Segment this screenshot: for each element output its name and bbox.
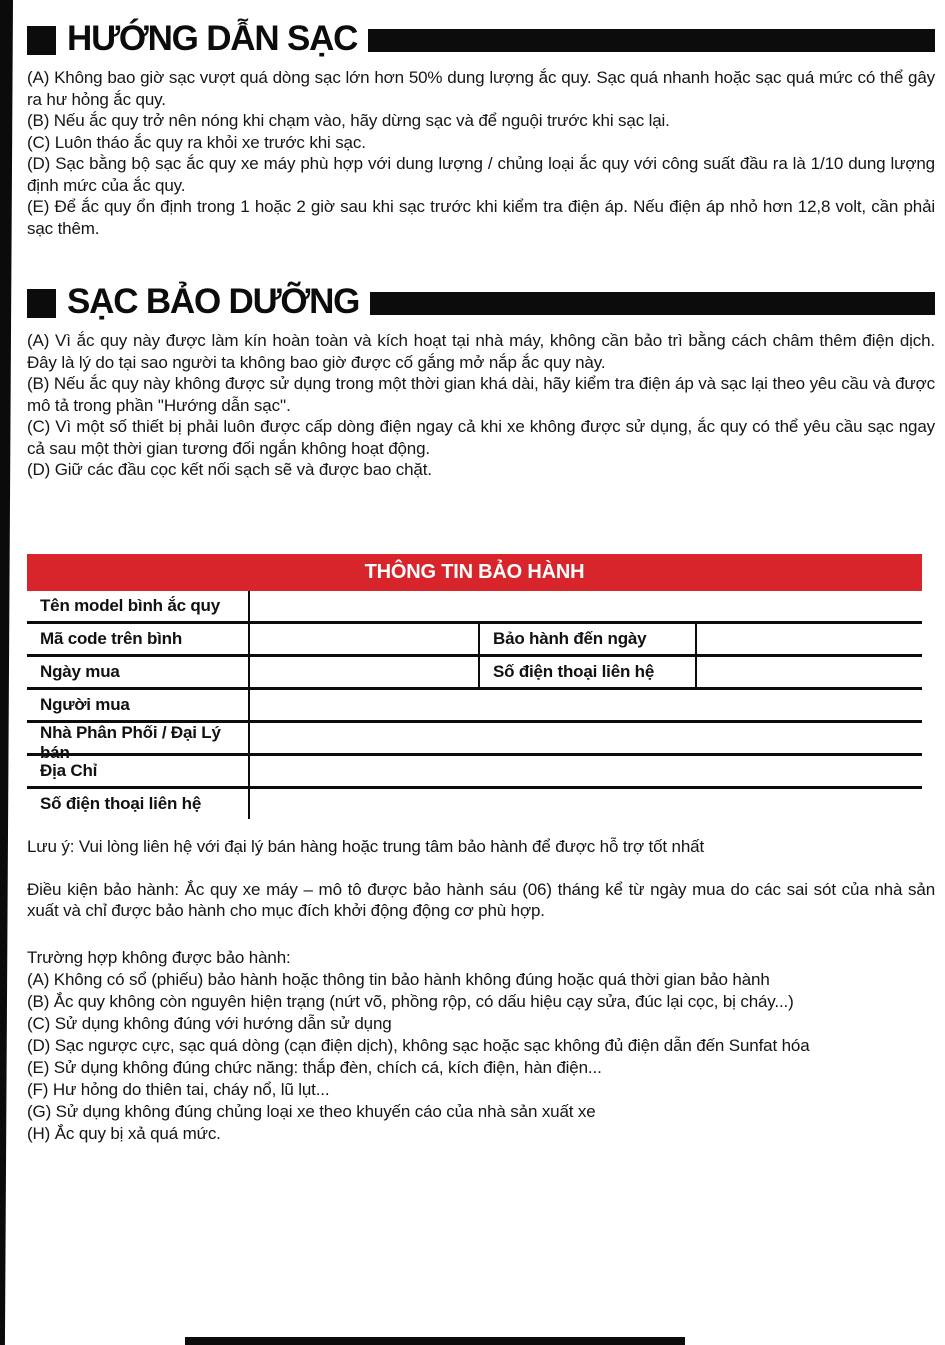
instruction-item: (D) Sạc bằng bộ sạc ắc quy xe máy phù hợp với dung lượng / chủng loại ắc quy với công suất đầu ra là 1/10 dung lượng định mức của ắc quy. [27, 154, 935, 195]
cell-label-address: Địa Chỉ [27, 756, 250, 786]
exclusion-item: (H) Ắc quy bị xả quá mức. [27, 1123, 221, 1143]
table-row [27, 624, 922, 657]
maintenance-charging-body [27, 330, 935, 481]
cell-value-purchase-date [250, 657, 480, 687]
page-bottom-bar [185, 1337, 685, 1345]
exclusion-item: (C) Sử dụng không đúng với hướng dẫn sử dụng [27, 1013, 392, 1033]
header-square-marker [27, 26, 56, 55]
table-row [27, 657, 922, 690]
page-left-edge-bar [0, 0, 13, 1345]
page-content [27, 16, 935, 1145]
cell-value-contact-phone [250, 789, 922, 819]
cell-label-battery-code: Mã code trên bình [27, 624, 250, 654]
warranty-conditions: Điều kiện bảo hành: Ắc quy xe máy – mô tô được bảo hành sáu (06) tháng kể từ ngày mua do các sai sót của nhà sản xuất và chỉ được bảo hành cho mục đích khởi động động cơ phù hợp. [27, 879, 935, 920]
cell-value-battery-code [250, 624, 480, 654]
exclusions-title: Trường hợp không được bảo hành: [27, 947, 291, 967]
table-row [27, 591, 922, 624]
instruction-item: (D) Giữ các đầu cọc kết nối sạch sẽ và được bao chặt. [27, 460, 432, 479]
instruction-item: (B) Nếu ắc quy này không được sử dụng trong một thời gian khá dài, hãy kiểm tra điện áp và sạc lại theo yêu cầu và được mô tả trong phần ''Hướng dẫn sạc''. [27, 374, 935, 415]
warranty-info-table [27, 554, 922, 819]
support-note: Lưu ý: Vui lòng liên hệ với đại lý bán hàng hoặc trung tâm bảo hành để được hỗ trợ tốt nhất [27, 836, 705, 856]
table-row [27, 722, 922, 762]
cell-label-contact-phone-right: Số điện thoại liên hệ [480, 657, 697, 687]
cell-label-model-name: Tên model bình ắc quy [27, 591, 250, 621]
instruction-item: (A) Không bao giờ sạc vượt quá dòng sạc lớn hơn 50% dung lượng ắc quy. Sạc quá nhanh hoặc sạc quá mức có thể gây ra hư hỏng ắc quy. [27, 68, 935, 109]
cell-value-address [250, 756, 922, 786]
cell-label-warranty-until: Bảo hành đến ngày [480, 624, 697, 654]
table-row [27, 789, 922, 819]
cell-label-distributor: Nhà Phân Phối / Đại Lý bán [27, 723, 250, 763]
header-rule-bar [370, 292, 935, 315]
instruction-item: (B) Nếu ắc quy trở nên nóng khi chạm vào, hãy dừng sạc và để nguội trước khi sạc lại. [27, 111, 670, 130]
header-rule-bar [368, 29, 935, 52]
charging-instructions-body [27, 67, 935, 239]
cell-value-model-name [250, 591, 922, 621]
cell-label-buyer: Người mua [27, 690, 250, 720]
exclusion-item: (D) Sạc ngược cực, sạc quá dòng (cạn điện dịch), không sạc hoặc sạc không đủ điện dẫn đến Sunfat hóa [27, 1035, 810, 1055]
cell-value-buyer [250, 690, 922, 720]
cell-label-purchase-date: Ngày mua [27, 657, 250, 687]
header-square-marker [27, 289, 56, 318]
exclusion-item: (A) Không có sổ (phiếu) bảo hành hoặc thông tin bảo hành không đúng hoặc quá thời gian bảo hành [27, 969, 770, 989]
exclusion-item: (G) Sử dụng không đúng chủng loại xe theo khuyến cáo của nhà sản xuất xe [27, 1101, 596, 1121]
cell-value-warranty-until [697, 624, 922, 654]
instruction-item: (C) Luôn tháo ắc quy ra khỏi xe trước khi sạc. [27, 132, 366, 152]
section-title-maintenance: SẠC BẢO DƯỠNG [67, 281, 360, 321]
section-title-charging: HƯỚNG DẪN SẠC [67, 18, 358, 58]
instruction-item: (A) Vì ắc quy này được làm kín hoàn toàn và kích hoạt tại nhà máy, không cần bảo trì bằng cách châm thêm điện dịch. Đây là lý do tại sao người ta không bao giờ được cố gắng mở nắp ắc quy này. [27, 331, 935, 372]
exclusion-item: (E) Sử dụng không đúng chức năng: thắp đèn, chích cá, kích điện, hàn điện... [27, 1057, 602, 1077]
maintenance-charging-header [27, 279, 935, 327]
charging-instructions-header [27, 16, 935, 64]
table-row [27, 690, 922, 723]
exclusion-item: (B) Ắc quy không còn nguyên hiện trạng (nứt võ, phồng rộp, có dấu hiệu cạy sửa, đúc lại cọc, bị cháy...) [27, 991, 794, 1011]
warranty-exclusions [27, 947, 935, 1145]
instruction-item: (E) Để ắc quy ổn định trong 1 hoặc 2 giờ sau khi sạc trước khi kiểm tra điện áp. Nếu điện áp nhỏ hơn 12,8 volt, cần phải sạc thêm. [27, 197, 935, 238]
exclusion-item: (F) Hư hỏng do thiên tai, cháy nổ, lũ lụt... [27, 1079, 330, 1099]
table-row [27, 756, 922, 789]
cell-label-contact-phone: Số điện thoại liên hệ [27, 789, 250, 819]
warranty-table-title: THÔNG TIN BẢO HÀNH [27, 554, 922, 591]
instruction-item: (C) Vì một số thiết bị phải luôn được cấp dòng điện ngay cả khi xe không được sử dụng, ắc quy có thể yêu cầu sạc ngay cả sau một thời gian tương đối ngắn không hoạt động. [27, 417, 935, 458]
cell-value-contact-phone-right [697, 657, 922, 687]
